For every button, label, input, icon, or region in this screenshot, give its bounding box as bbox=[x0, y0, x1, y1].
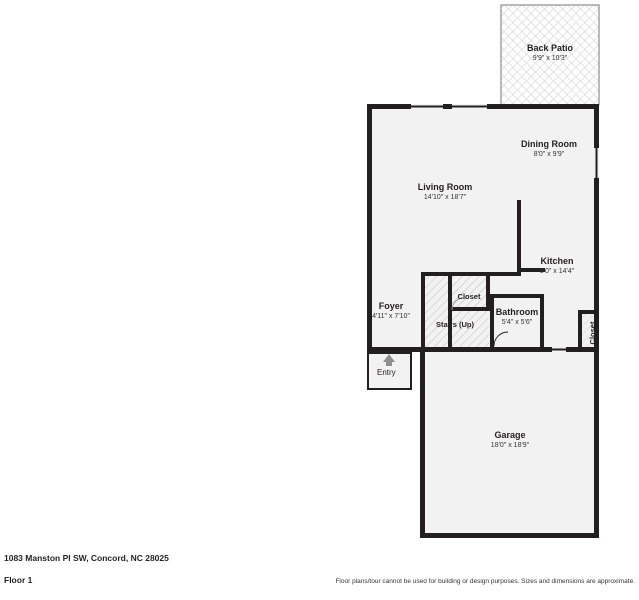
disclaimer-text: Floor plans/tour cannot be used for building or design purposes. Sizes and dimensions are approximate. bbox=[335, 578, 635, 585]
room-name: Garage bbox=[494, 430, 526, 440]
room-dims: 8'0" x 9'9" bbox=[533, 151, 565, 159]
room-name: Closet bbox=[457, 292, 481, 301]
footer bbox=[0, 545, 639, 600]
room-label-closet-right bbox=[582, 311, 600, 355]
room-name: Stairs (Up) bbox=[436, 320, 474, 329]
property-address: 1083 Manston Pl SW, Concord, NC 28025 bbox=[4, 553, 169, 563]
room-dims: 5'4" x 5'6" bbox=[501, 319, 533, 327]
room-dims: 9'9" x 10'3" bbox=[532, 55, 568, 63]
room-name: Living Room bbox=[417, 182, 473, 192]
room-dims: 8'0" x 14'4" bbox=[539, 268, 575, 276]
room-name: Foyer bbox=[378, 301, 404, 311]
room-name: Bathroom bbox=[495, 307, 539, 317]
entry-label: Entry bbox=[377, 368, 396, 377]
room-dims: 18'0" x 18'9" bbox=[490, 442, 530, 450]
closet-hatch-left bbox=[450, 283, 488, 309]
room-back-patio bbox=[501, 5, 599, 105]
room-name: Dining Room bbox=[521, 139, 577, 149]
room-dims: 4'11" x 7'10" bbox=[372, 313, 410, 321]
room-name: Kitchen bbox=[540, 256, 574, 266]
floor-name: Floor 1 bbox=[4, 575, 33, 585]
room-name: Closet bbox=[588, 321, 597, 345]
room-dims: 14'10" x 18'7" bbox=[423, 194, 467, 202]
room-name: Back Patio bbox=[526, 43, 574, 53]
